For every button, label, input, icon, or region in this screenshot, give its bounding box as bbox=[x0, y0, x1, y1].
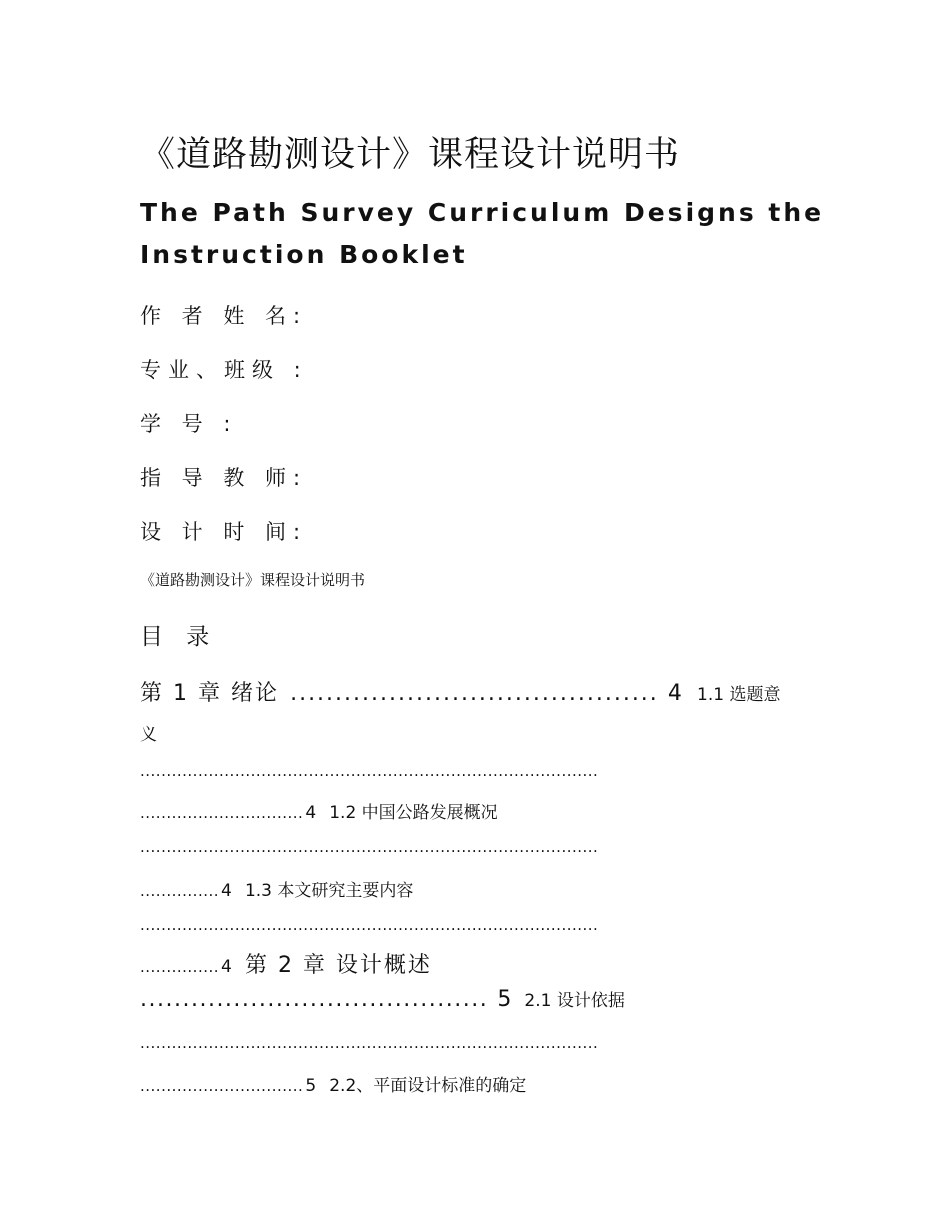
toc-section-1-2-label: 1.2 中国公路发展概况 bbox=[329, 803, 498, 823]
toc-leader-dots: ....................................................................................... bbox=[140, 916, 599, 934]
toc-section-1-1-page: 4 bbox=[305, 803, 317, 823]
toc-section-1-1-label-cont: 义 bbox=[140, 725, 157, 745]
toc-leader-dots: ............... bbox=[140, 958, 220, 976]
toc-entry-section-2-2[interactable] bbox=[140, 1071, 526, 1096]
toc-entry-section-1-3[interactable] bbox=[140, 876, 413, 901]
toc-entry-section-1-2[interactable] bbox=[140, 798, 498, 823]
toc-leader-dots: ....................................................................................... bbox=[140, 838, 599, 856]
major-class-field: 专业、班级 : bbox=[140, 358, 308, 382]
toc-section-2-1-page: 5 bbox=[305, 1076, 317, 1096]
design-time-field: 设 计 时 间: bbox=[140, 520, 308, 544]
toc-section-1-2-page: 4 bbox=[221, 881, 232, 901]
toc-leader-dots: ....................................................................................... bbox=[140, 762, 599, 780]
toc-leader-dots: ......................................... bbox=[290, 681, 659, 706]
student-id-field: 学 号 : bbox=[140, 412, 238, 436]
toc-chapter-1-page: 4 bbox=[667, 681, 682, 706]
toc-entry-chapter-1[interactable] bbox=[140, 676, 780, 707]
toc-section-1-1-label: 1.1 选题意 bbox=[697, 685, 781, 705]
toc-leader-dots: ............................... bbox=[140, 1077, 304, 1095]
toc-leader-dots: ............... bbox=[140, 882, 220, 900]
document-title: 《道路勘测设计》课程设计说明书 bbox=[140, 135, 681, 175]
toc-section-1-3-page: 4 bbox=[221, 957, 232, 977]
english-title-line-2: Instruction Booklet bbox=[140, 240, 468, 269]
toc-entry-section-2-1[interactable] bbox=[140, 986, 625, 1012]
toc-section-2-1-label: 2.1 设计依据 bbox=[524, 991, 625, 1011]
toc-leader-dots: ......................................... bbox=[140, 987, 489, 1012]
author-name-field: 作 者 姓 名: bbox=[140, 304, 308, 328]
toc-leader-dots: ............................... bbox=[140, 804, 304, 822]
toc-section-2-2-label: 2.2、平面设计标准的确定 bbox=[329, 1076, 527, 1096]
toc-leader-dots: ....................................................................................... bbox=[140, 1034, 599, 1052]
toc-section-1-3-label: 1.3 本文研究主要内容 bbox=[244, 881, 414, 901]
toc-chapter-2-label: 第 2 章 设计概述 bbox=[244, 953, 432, 978]
english-title-line-1: The Path Survey Curriculum Designs the bbox=[140, 198, 825, 227]
advisor-field: 指 导 教 师: bbox=[140, 466, 308, 490]
toc-chapter-2-page: 5 bbox=[497, 987, 512, 1012]
toc-entry-chapter-2[interactable] bbox=[140, 948, 432, 979]
toc-title: 目 录 bbox=[140, 624, 218, 650]
running-header: 《道路勘测设计》课程设计说明书 bbox=[140, 571, 366, 589]
toc-chapter-1-label: 第 1 章 绪论 bbox=[140, 681, 279, 706]
